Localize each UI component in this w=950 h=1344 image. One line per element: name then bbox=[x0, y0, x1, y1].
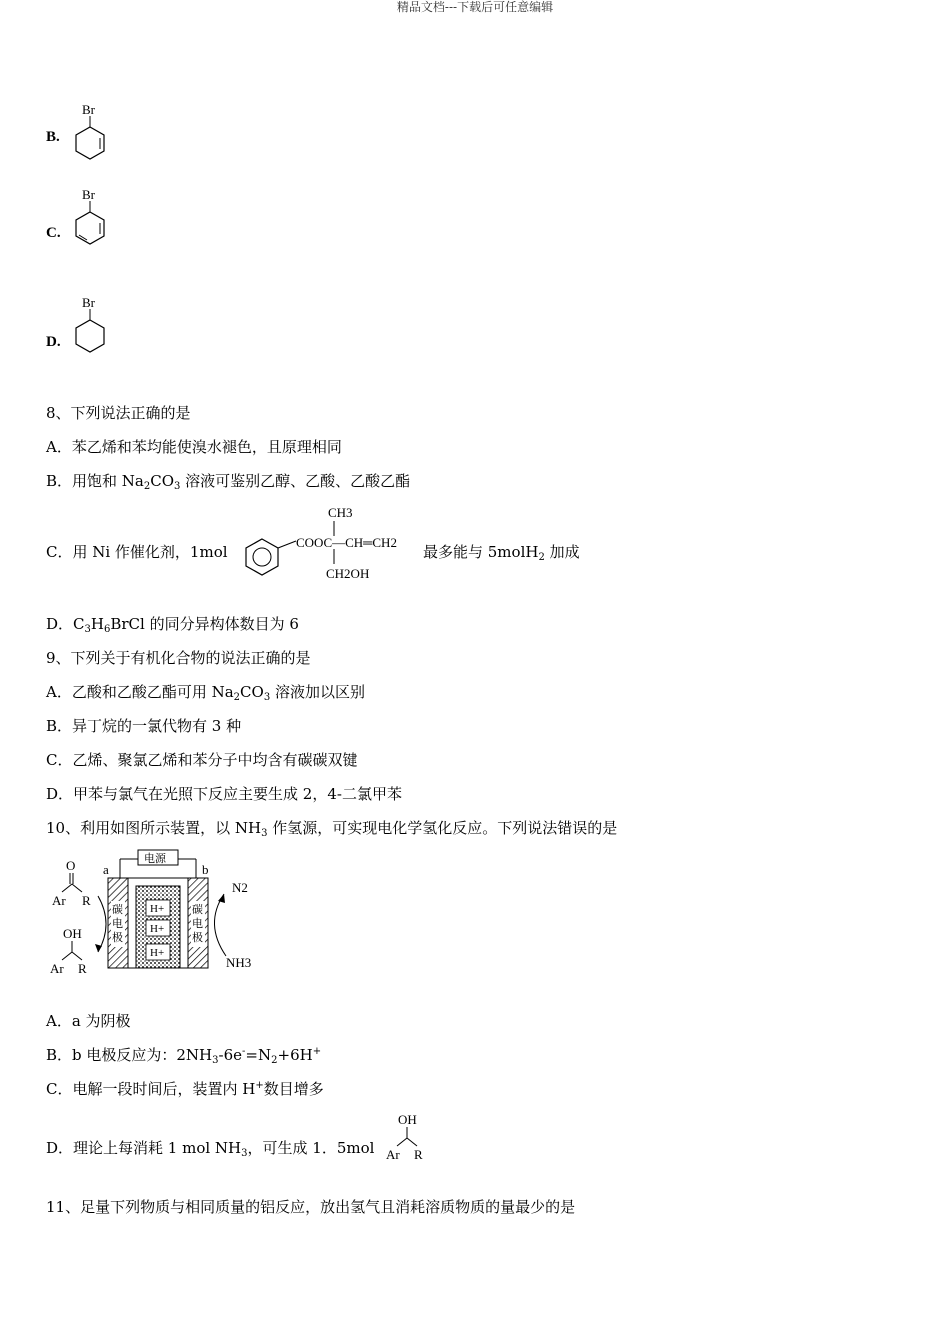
q8-option-a: A．苯乙烯和苯均能使溴水褪色，且原理相同 bbox=[46, 438, 342, 456]
q10-option-d-structure bbox=[382, 1108, 432, 1168]
q8-option-c-structure bbox=[240, 503, 420, 589]
ammonia-label: NH3 bbox=[226, 955, 252, 970]
q11-stem: 11、足量下列物质与相同质量的铝反应，放出氢气且消耗溶质物质的量最少的是 bbox=[46, 1198, 576, 1216]
right-electrode-char-2: 电 bbox=[192, 918, 203, 930]
ketone-aryl-label: Ar bbox=[52, 893, 66, 908]
q9-option-c: C．乙烯、聚氯乙烯和苯分子中均含有碳碳双键 bbox=[46, 751, 358, 769]
q8-option-c-suffix: 最多能与 5molH$_2$ 加成 bbox=[423, 543, 580, 563]
bromine-label: Br bbox=[82, 295, 95, 310]
ketone-oxygen-label: O bbox=[66, 858, 76, 873]
q10-stem: 10、利用如图所示装置，以 $NH_3$ 作氢源，可实现电化学氢化反应。下列说法错误的是 bbox=[46, 819, 618, 839]
bromine-label: Br bbox=[82, 187, 95, 202]
electrode-a-label: a bbox=[103, 862, 109, 877]
q9-option-b: B．异丁烷的一氯代物有 3 种 bbox=[46, 717, 242, 735]
ketone-r-label: R bbox=[82, 893, 91, 908]
electrode-b-label: b bbox=[202, 862, 209, 877]
q9-stem: 9、下列关于有机化合物的说法正确的是 bbox=[46, 649, 311, 667]
q7-option-c-label: C. bbox=[46, 225, 61, 241]
q7-option-c-structure bbox=[70, 185, 120, 255]
alcohol-hydroxyl-label: OH bbox=[63, 926, 82, 941]
q8-option-b: B．用饱和 $Na_2CO_3$ 溶液可鉴别乙醇、乙酸、乙酸乙酯 bbox=[46, 472, 411, 492]
methyl-label: CH3 bbox=[328, 505, 353, 520]
proton-label-1: H+ bbox=[150, 903, 165, 915]
proton-label-2: H+ bbox=[150, 923, 165, 935]
q10-electrolysis-figure bbox=[46, 846, 266, 980]
q7-option-b-structure bbox=[70, 100, 120, 170]
q10-option-a: A．a 为阴极 bbox=[46, 1012, 131, 1030]
alcohol-aryl-label: Ar bbox=[386, 1147, 400, 1162]
hydroxymethyl-label: CH2OH bbox=[326, 566, 370, 581]
alcohol-r-label: R bbox=[414, 1147, 423, 1162]
right-electrode-char-3: 极 bbox=[192, 932, 203, 944]
q7-option-b-label: B. bbox=[46, 129, 60, 145]
alcohol-hydroxyl-label: OH bbox=[398, 1112, 417, 1127]
bromine-label: Br bbox=[82, 102, 95, 117]
right-electrode-char-1: 碳 bbox=[192, 904, 203, 916]
q9-option-d: D．甲苯与氯气在光照下反应主要生成 2，4-二氯甲苯 bbox=[46, 785, 402, 803]
q9-option-a: A．乙酸和乙酸乙酯可用 $Na_2CO_3$ 溶液加以区别 bbox=[46, 683, 365, 703]
nitrogen-gas-label: N2 bbox=[232, 880, 248, 895]
proton-label-3: H+ bbox=[150, 947, 165, 959]
q10-option-b: B．b 电极反应为：$2NH_3-6e^-=N_2+6H^+$ bbox=[46, 1046, 322, 1066]
left-electrode-char-2: 电 bbox=[112, 918, 123, 930]
left-electrode-char-3: 极 bbox=[112, 932, 123, 944]
page-header: 精品文档---下载后可任意编辑 bbox=[396, 0, 554, 14]
alcohol-aryl-label: Ar bbox=[50, 961, 64, 976]
q10-option-d: D．理论上每消耗 1 mol $NH_3$，可生成 1．5mol bbox=[46, 1139, 375, 1159]
q8-option-c-prefix: C．用 Ni 作催化剂，1mol bbox=[46, 543, 228, 561]
q8-option-d: D．$C_3H_6BrCl$ 的同分异构体数目为 6 bbox=[46, 615, 299, 635]
q7-option-d-structure bbox=[70, 293, 120, 363]
q10-option-c: C．电解一段时间后，装置内 H+数目增多 bbox=[46, 1080, 324, 1098]
left-electrode-char-1: 碳 bbox=[112, 904, 123, 916]
ester-chain-label: COOC—CH═CH2 bbox=[296, 535, 397, 550]
q8-stem: 8、下列说法正确的是 bbox=[46, 404, 191, 422]
alcohol-r-label: R bbox=[78, 961, 87, 976]
q7-option-d-label: D. bbox=[46, 334, 61, 350]
power-source-label: 电源 bbox=[144, 853, 166, 865]
